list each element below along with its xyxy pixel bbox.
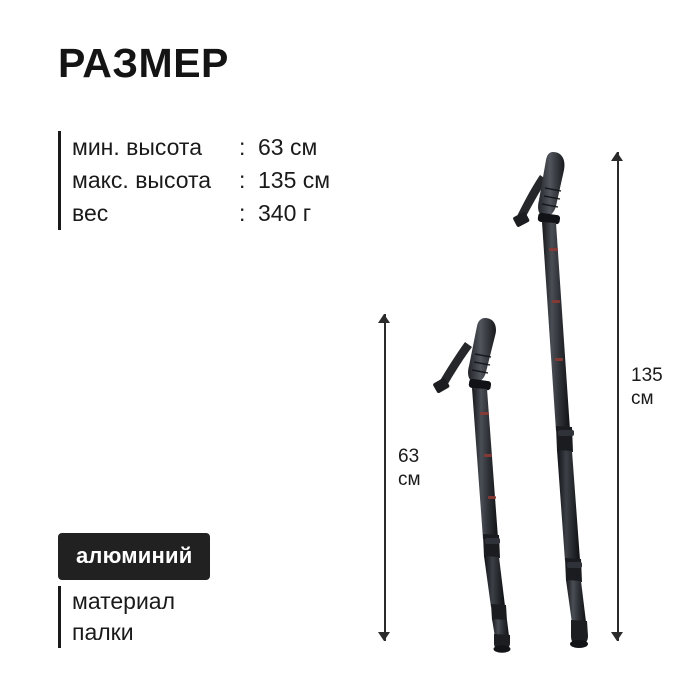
arrow-head-up-icon	[378, 314, 390, 323]
material-caption-line2: палки	[72, 619, 134, 645]
spec-row	[72, 131, 330, 164]
spec-value-weight: 340 г	[258, 200, 312, 226]
measurement-value: 135	[631, 365, 663, 386]
material-badge: алюминий	[58, 533, 210, 580]
spec-row	[72, 197, 330, 230]
measurement-unit: см	[631, 388, 654, 409]
measurement-value: 63	[398, 446, 420, 467]
material-caption	[58, 586, 175, 648]
spec-colon: :	[239, 167, 246, 193]
measurement-axis	[384, 314, 386, 641]
spec-colon: :	[239, 134, 246, 160]
spec-row	[72, 164, 330, 197]
spec-label-weight: вес	[72, 200, 109, 226]
trekking-poles-illustration	[390, 130, 630, 660]
measurement-label-long-pole	[631, 364, 663, 410]
spec-label-max-height: макс. высота	[72, 167, 212, 193]
page-title: РАЗМЕР	[58, 40, 229, 86]
spec-colon: :	[239, 200, 246, 226]
spec-list	[58, 131, 330, 230]
spec-value-max-height: 135 см	[258, 167, 331, 193]
spec-value-min-height: 63 см	[258, 134, 318, 160]
measurement-unit: см	[398, 469, 421, 490]
short-pole	[432, 318, 510, 653]
long-pole	[512, 152, 588, 648]
material-caption-line1: материал	[72, 588, 176, 614]
arrow-head-down-icon	[378, 632, 390, 641]
poles-svg	[390, 130, 630, 660]
spec-label-min-height: мин. высота	[72, 134, 203, 160]
